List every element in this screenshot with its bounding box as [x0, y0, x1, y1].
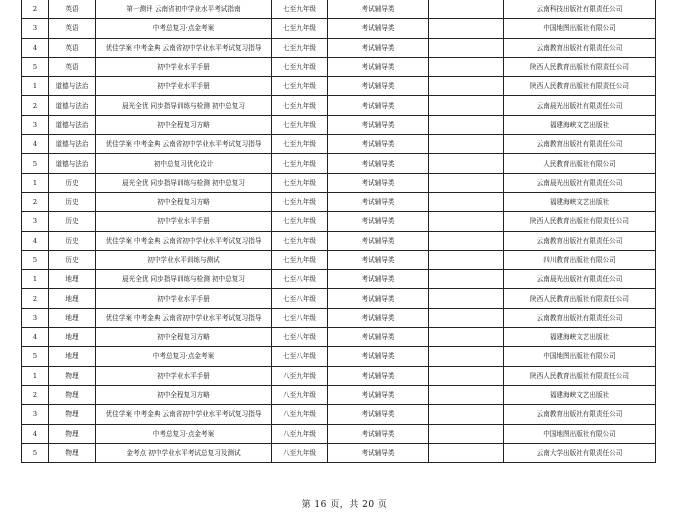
- table-row: [22, 115, 656, 134]
- book-title-cell: 晨光全优 同步指导训练与检测 初中总复习: [96, 173, 272, 192]
- category-cell: 考试辅导类: [328, 405, 429, 424]
- grade-cell: 八至九年级: [272, 443, 328, 462]
- note-cell: [429, 385, 504, 404]
- note-cell: [429, 289, 504, 308]
- subject-cell: 英语: [49, 38, 96, 57]
- subject-cell: 地理: [49, 289, 96, 308]
- row-number-cell: 3: [22, 405, 49, 424]
- table-row: [22, 405, 656, 424]
- table-row: [22, 154, 656, 173]
- category-cell: 考试辅导类: [328, 250, 429, 269]
- book-title-cell: 晨光全优 同步指导训练与检测 初中总复习: [96, 270, 272, 289]
- grade-cell: 八至九年级: [272, 366, 328, 385]
- note-cell: [429, 347, 504, 366]
- row-number-cell: 4: [22, 424, 49, 443]
- row-number-cell: 3: [22, 115, 49, 134]
- table-row: [22, 289, 656, 308]
- note-cell: [429, 38, 504, 57]
- table-row: [22, 192, 656, 211]
- grade-cell: 七至八年级: [272, 270, 328, 289]
- row-number-cell: 3: [22, 212, 49, 231]
- publisher-cell: 福建海峡文艺出版社: [504, 115, 656, 134]
- publisher-cell: 人民教育出版社有限公司: [504, 154, 656, 173]
- subject-cell: 历史: [49, 231, 96, 250]
- note-cell: [429, 115, 504, 134]
- table-row: [22, 270, 656, 289]
- publisher-cell: 陕西人民教育出版社有限责任公司: [504, 77, 656, 96]
- publisher-cell: 中国地图出版社有限公司: [504, 424, 656, 443]
- book-title-cell: 初中学业水平手册: [96, 77, 272, 96]
- book-title-cell: 优佳学案 中考金典 云南省初中学业水平考试复习指导: [96, 135, 272, 154]
- publisher-cell: 云南教育出版社有限责任公司: [504, 405, 656, 424]
- category-cell: 考试辅导类: [328, 173, 429, 192]
- category-cell: 考试辅导类: [328, 154, 429, 173]
- category-cell: 考试辅导类: [328, 115, 429, 134]
- book-title-cell: 中考总复习·点金考案: [96, 347, 272, 366]
- publisher-cell: 云南教育出版社有限责任公司: [504, 38, 656, 57]
- note-cell: [429, 424, 504, 443]
- subject-cell: 物理: [49, 424, 96, 443]
- note-cell: [429, 231, 504, 250]
- table-row: [22, 0, 656, 19]
- table-row: [22, 77, 656, 96]
- subject-cell: 英语: [49, 19, 96, 38]
- subject-cell: 历史: [49, 173, 96, 192]
- table-row: [22, 347, 656, 366]
- subject-cell: 地理: [49, 328, 96, 347]
- row-number-cell: 2: [22, 96, 49, 115]
- row-number-cell: 1: [22, 77, 49, 96]
- book-title-cell: 晨光全优 同步指导训练与检测 初中总复习: [96, 96, 272, 115]
- book-title-cell: 金考点 初中学业水平考试总复习及测试: [96, 443, 272, 462]
- table-row: [22, 19, 656, 38]
- category-cell: 考试辅导类: [328, 96, 429, 115]
- category-cell: 考试辅导类: [328, 77, 429, 96]
- subject-cell: 道德与法治: [49, 154, 96, 173]
- table-row: [22, 38, 656, 57]
- row-number-cell: 5: [22, 250, 49, 269]
- publisher-cell: 云南教育出版社有限责任公司: [504, 308, 656, 327]
- table-row: [22, 366, 656, 385]
- book-title-cell: 初中学业水平训练与测试: [96, 250, 272, 269]
- row-number-cell: 2: [22, 0, 49, 19]
- grade-cell: 七至九年级: [272, 192, 328, 211]
- grade-cell: 七至九年级: [272, 77, 328, 96]
- row-number-cell: 1: [22, 366, 49, 385]
- book-title-cell: 优佳学案 中考金典 云南省初中学业水平考试复习指导: [96, 38, 272, 57]
- book-title-cell: 初中学业水平手册: [96, 212, 272, 231]
- subject-cell: 物理: [49, 385, 96, 404]
- subject-cell: 英语: [49, 0, 96, 19]
- publisher-cell: 陕西人民教育出版社有限责任公司: [504, 212, 656, 231]
- note-cell: [429, 328, 504, 347]
- book-title-cell: 初中总复习优化设计: [96, 154, 272, 173]
- subject-cell: 历史: [49, 212, 96, 231]
- row-number-cell: 4: [22, 231, 49, 250]
- row-number-cell: 4: [22, 38, 49, 57]
- publisher-cell: 云南科技出版社有限责任公司: [504, 0, 656, 19]
- subject-cell: 道德与法治: [49, 115, 96, 134]
- publisher-cell: 中国地图出版社有限公司: [504, 347, 656, 366]
- row-number-cell: 2: [22, 289, 49, 308]
- row-number-cell: 5: [22, 57, 49, 76]
- grade-cell: 七至九年级: [272, 0, 328, 19]
- category-cell: 考试辅导类: [328, 231, 429, 250]
- category-cell: 考试辅导类: [328, 212, 429, 231]
- table-row: [22, 212, 656, 231]
- category-cell: 考试辅导类: [328, 308, 429, 327]
- row-number-cell: 4: [22, 135, 49, 154]
- book-title-cell: 初中学业水平手册: [96, 366, 272, 385]
- subject-cell: 道德与法治: [49, 77, 96, 96]
- book-title-cell: 优佳学案 中考金典 云南省初中学业水平考试复习指导: [96, 405, 272, 424]
- row-number-cell: 5: [22, 443, 49, 462]
- row-number-cell: 5: [22, 154, 49, 173]
- category-cell: 考试辅导类: [328, 328, 429, 347]
- subject-cell: 历史: [49, 250, 96, 269]
- note-cell: [429, 443, 504, 462]
- category-cell: 考试辅导类: [328, 443, 429, 462]
- note-cell: [429, 405, 504, 424]
- subject-cell: 地理: [49, 270, 96, 289]
- table-row: [22, 57, 656, 76]
- note-cell: [429, 366, 504, 385]
- subject-cell: 英语: [49, 57, 96, 76]
- grade-cell: 七至九年级: [272, 212, 328, 231]
- publisher-cell: 四川教育出版社有限公司: [504, 250, 656, 269]
- row-number-cell: 2: [22, 385, 49, 404]
- grade-cell: 七至九年级: [272, 173, 328, 192]
- book-title-cell: 中考总复习·点金考案: [96, 424, 272, 443]
- grade-cell: 八至九年级: [272, 405, 328, 424]
- publisher-cell: 陕西人民教育出版社有限责任公司: [504, 366, 656, 385]
- category-cell: 考试辅导类: [328, 19, 429, 38]
- catalog-table-body: [22, 0, 656, 463]
- note-cell: [429, 270, 504, 289]
- row-number-cell: 1: [22, 270, 49, 289]
- table-row: [22, 231, 656, 250]
- book-title-cell: 初中学业水平手册: [96, 57, 272, 76]
- note-cell: [429, 192, 504, 211]
- grade-cell: 七至九年级: [272, 19, 328, 38]
- category-cell: 考试辅导类: [328, 366, 429, 385]
- book-title-cell: 中考总复习·点金考案: [96, 19, 272, 38]
- publisher-cell: 云南晨光出版社有限责任公司: [504, 173, 656, 192]
- grade-cell: 七至八年级: [272, 308, 328, 327]
- category-cell: 考试辅导类: [328, 347, 429, 366]
- note-cell: [429, 0, 504, 19]
- category-cell: 考试辅导类: [328, 135, 429, 154]
- book-title-cell: 初中全程复习方略: [96, 115, 272, 134]
- row-number-cell: 1: [22, 173, 49, 192]
- category-cell: 考试辅导类: [328, 0, 429, 19]
- subject-cell: 物理: [49, 366, 96, 385]
- table-row: [22, 250, 656, 269]
- book-title-cell: 初中全程复习方略: [96, 328, 272, 347]
- note-cell: [429, 135, 504, 154]
- category-cell: 考试辅导类: [328, 289, 429, 308]
- note-cell: [429, 57, 504, 76]
- grade-cell: 七至八年级: [272, 347, 328, 366]
- row-number-cell: 3: [22, 308, 49, 327]
- subject-cell: 地理: [49, 308, 96, 327]
- grade-cell: 七至八年级: [272, 289, 328, 308]
- book-title-cell: 初中全程复习方略: [96, 385, 272, 404]
- publisher-cell: 云南教育出版社有限责任公司: [504, 135, 656, 154]
- publisher-cell: 云南教育出版社有限责任公司: [504, 231, 656, 250]
- table-row: [22, 173, 656, 192]
- book-title-cell: 优佳学案 中考金典 云南省初中学业水平考试复习指导: [96, 308, 272, 327]
- note-cell: [429, 250, 504, 269]
- grade-cell: 八至九年级: [272, 385, 328, 404]
- note-cell: [429, 77, 504, 96]
- table-row: [22, 135, 656, 154]
- subject-cell: 历史: [49, 192, 96, 211]
- table-row: [22, 328, 656, 347]
- book-title-cell: 优佳学案 中考金典 云南省初中学业水平考试复习指导: [96, 231, 272, 250]
- table-row: [22, 385, 656, 404]
- table-row: [22, 424, 656, 443]
- row-number-cell: 5: [22, 347, 49, 366]
- catalog-table: [21, 0, 656, 463]
- note-cell: [429, 173, 504, 192]
- note-cell: [429, 96, 504, 115]
- subject-cell: 地理: [49, 347, 96, 366]
- note-cell: [429, 212, 504, 231]
- table-row: [22, 443, 656, 462]
- grade-cell: 七至九年级: [272, 135, 328, 154]
- category-cell: 考试辅导类: [328, 270, 429, 289]
- row-number-cell: 2: [22, 192, 49, 211]
- grade-cell: 七至九年级: [272, 231, 328, 250]
- category-cell: 考试辅导类: [328, 192, 429, 211]
- publisher-cell: 中国地图出版社有限公司: [504, 19, 656, 38]
- category-cell: 考试辅导类: [328, 38, 429, 57]
- subject-cell: 物理: [49, 405, 96, 424]
- page-number-footer: 第 16 页，共 20 页: [301, 500, 388, 510]
- grade-cell: 七至九年级: [272, 115, 328, 134]
- category-cell: 考试辅导类: [328, 424, 429, 443]
- publisher-cell: 陕西人民教育出版社有限责任公司: [504, 57, 656, 76]
- publisher-cell: 福建海峡文艺出版社: [504, 192, 656, 211]
- grade-cell: 七至九年级: [272, 57, 328, 76]
- note-cell: [429, 19, 504, 38]
- category-cell: 考试辅导类: [328, 57, 429, 76]
- publisher-cell: 云南晨光出版社有限责任公司: [504, 96, 656, 115]
- subject-cell: 道德与法治: [49, 96, 96, 115]
- book-title-cell: 第一测评 云南省初中学业水平考试指南: [96, 0, 272, 19]
- subject-cell: 物理: [49, 443, 96, 462]
- grade-cell: 七至九年级: [272, 250, 328, 269]
- publisher-cell: 福建海峡文艺出版社: [504, 385, 656, 404]
- grade-cell: 七至九年级: [272, 96, 328, 115]
- grade-cell: 七至八年级: [272, 328, 328, 347]
- note-cell: [429, 308, 504, 327]
- publisher-cell: 陕西人民教育出版社有限责任公司: [504, 289, 656, 308]
- grade-cell: 七至九年级: [272, 38, 328, 57]
- note-cell: [429, 154, 504, 173]
- grade-cell: 八至九年级: [272, 424, 328, 443]
- row-number-cell: 4: [22, 328, 49, 347]
- publisher-cell: 云南晨光出版社有限责任公司: [504, 270, 656, 289]
- category-cell: 考试辅导类: [328, 385, 429, 404]
- publisher-cell: 福建海峡文艺出版社: [504, 328, 656, 347]
- book-title-cell: 初中全程复习方略: [96, 192, 272, 211]
- row-number-cell: 3: [22, 19, 49, 38]
- subject-cell: 道德与法治: [49, 135, 96, 154]
- table-row: [22, 96, 656, 115]
- publisher-cell: 云南大学出版社有限责任公司: [504, 443, 656, 462]
- book-title-cell: 初中学业水平手册: [96, 289, 272, 308]
- table-row: [22, 308, 656, 327]
- grade-cell: 七至九年级: [272, 154, 328, 173]
